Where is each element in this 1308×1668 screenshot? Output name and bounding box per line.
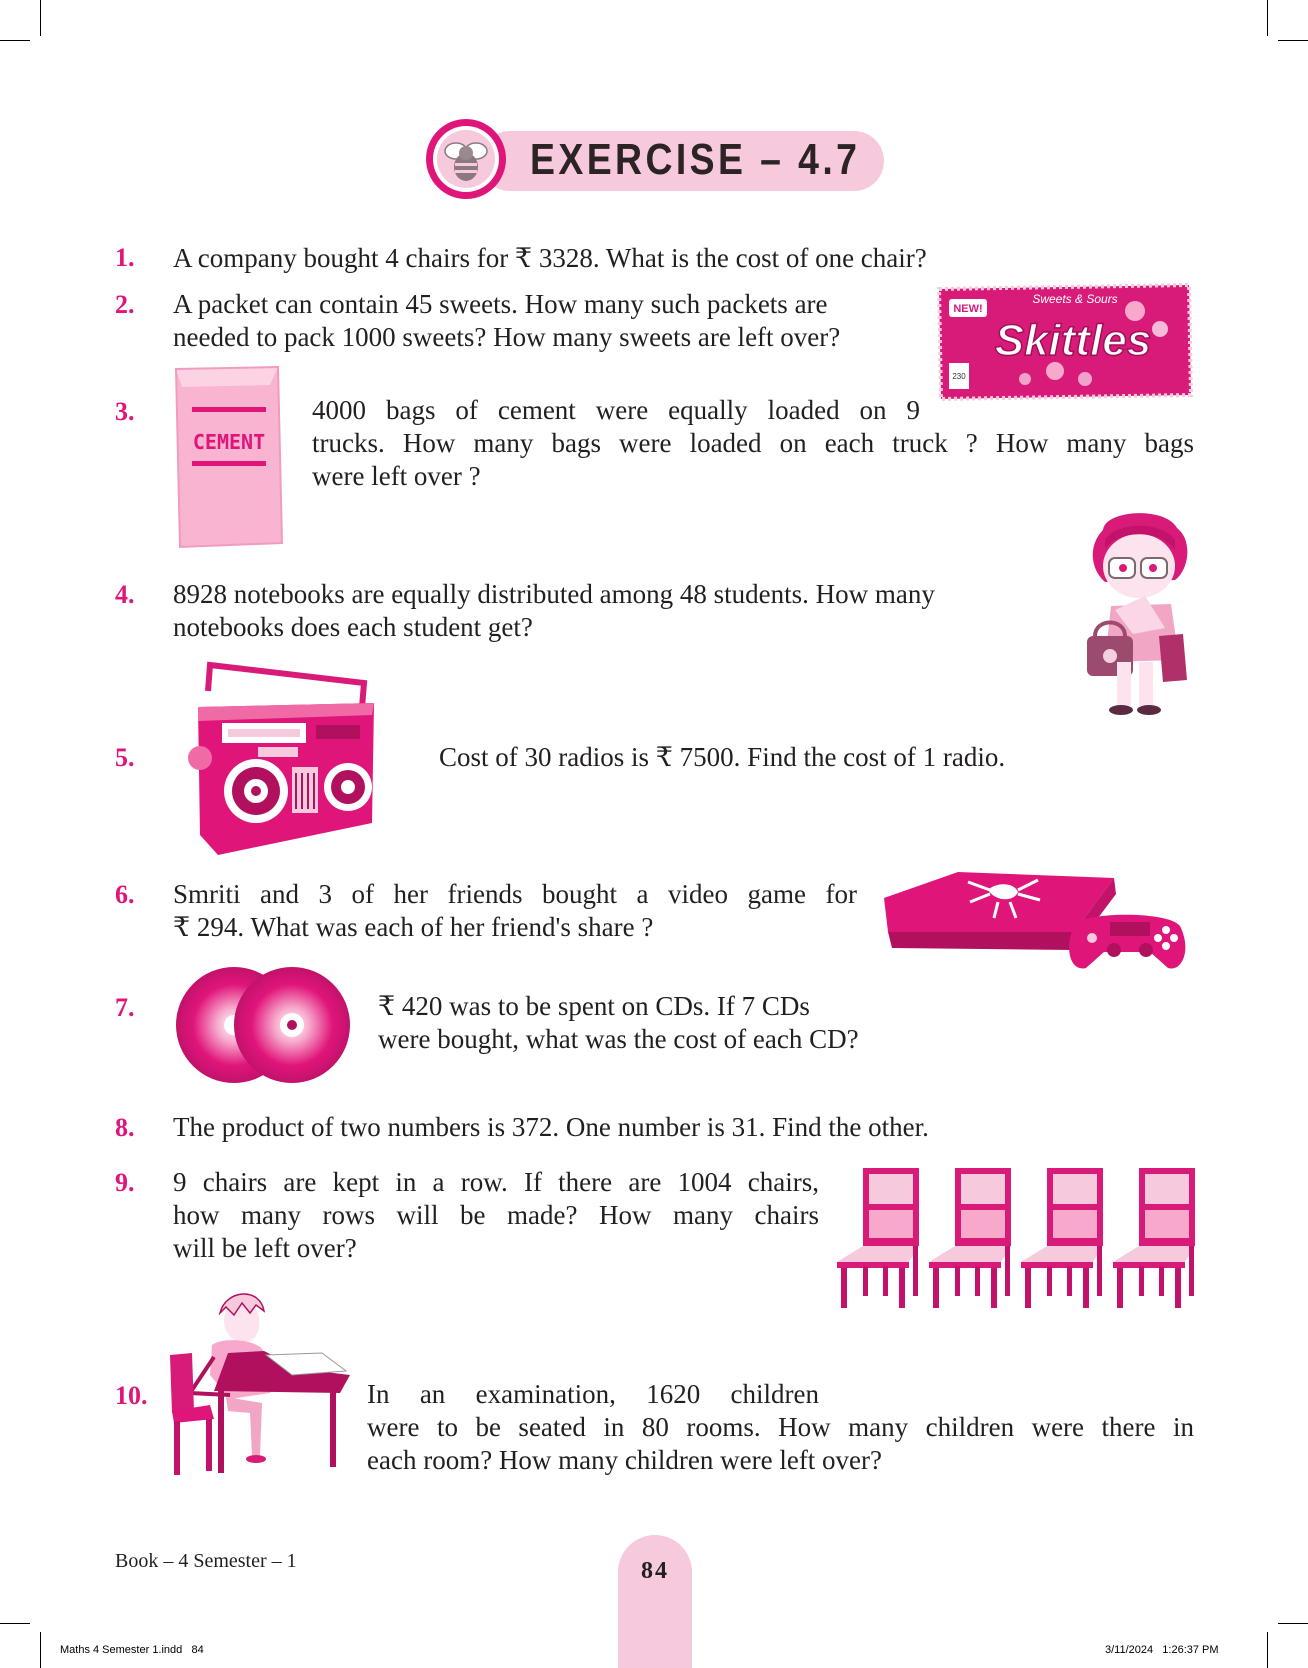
- question-line: were to be seated in 80 rooms. How many children were there in: [367, 1412, 1194, 1442]
- crop-mark: [0, 1623, 30, 1624]
- question-line: needed to pack 1000 sweets? How many sweets are left over?: [173, 322, 841, 352]
- question-line: A packet can contain 45 sweets. How many such packets are: [173, 289, 828, 319]
- question-text: [173, 1166, 819, 1265]
- crop-mark: [1278, 40, 1308, 41]
- question-text: A company bought 4 chairs for ₹ 3328. What is the cost of one chair?: [173, 243, 927, 273]
- question-text: [173, 878, 857, 944]
- question-line: will be left over?: [173, 1233, 357, 1263]
- cement-label: CEMENT: [192, 430, 266, 454]
- question-line: notebooks does each student get?: [173, 612, 533, 642]
- question-number: 4.: [115, 580, 135, 609]
- question-number: 10.: [115, 1381, 148, 1410]
- question-line: ₹ 294. What was each of her friend's share ?: [173, 912, 654, 942]
- crop-mark: [1267, 0, 1268, 36]
- exercise-title: EXERCISE – 4.7: [530, 135, 861, 184]
- skittles-calories: 230: [952, 372, 966, 381]
- question-number: 7.: [115, 993, 135, 1022]
- skittles-new-tag: NEW!: [953, 303, 983, 315]
- video-game-console-image: [878, 868, 1190, 972]
- crop-mark: [1267, 1632, 1268, 1668]
- student-exam-image: [170, 1283, 356, 1479]
- question-number: 3.: [115, 397, 135, 426]
- cds-image: [172, 963, 354, 1087]
- crop-mark: [40, 0, 41, 36]
- chairs-row-image: [833, 1166, 1193, 1310]
- question-text: [378, 990, 1018, 1056]
- question-text: [173, 578, 1073, 644]
- skittles-packet-image: [935, 283, 1193, 401]
- question-text: [312, 394, 1194, 493]
- question-number: 2.: [115, 290, 135, 319]
- question-line: 8928 notebooks are equally distributed among 48 students. How many: [173, 579, 935, 609]
- question-text: [367, 1378, 1194, 1477]
- question-line: 4000 bags of cement were equally loaded on 9: [312, 395, 920, 425]
- question-line: trucks. How many bags were loaded on each truck ? How many bags: [312, 428, 1194, 458]
- question-number: 9.: [115, 1168, 135, 1197]
- question-text: [173, 288, 921, 354]
- cement-bag-image: [170, 365, 286, 549]
- question-text: Cost of 30 radios is ₹ 7500. Find the cost of 1 radio.: [439, 742, 1006, 772]
- question-line: 9 chairs are kept in a row. If there are 1004 chairs,: [173, 1167, 819, 1197]
- book-semester-label: Book – 4 Semester – 1: [115, 1550, 297, 1572]
- question-line: ₹ 420 was to be spent on CDs. If 7 CDs: [378, 991, 810, 1021]
- question-number: 5.: [115, 743, 135, 772]
- question-text: The product of two numbers is 372. One number is 31. Find the other.: [173, 1112, 929, 1142]
- page-number-tab: [618, 1535, 692, 1668]
- skittles-brand: Skittles: [994, 316, 1152, 365]
- bee-mascot-icon: [424, 117, 508, 201]
- question-line: In an examination, 1620 children: [367, 1379, 819, 1409]
- question-number: 8.: [115, 1113, 135, 1142]
- girl-reading-image: [1075, 510, 1205, 730]
- crop-mark: [40, 1632, 41, 1668]
- page-number: 84: [641, 1558, 669, 1584]
- question-line: how many rows will be made? How many chairs: [173, 1200, 819, 1230]
- radio-boombox-image: [188, 663, 384, 857]
- question-number: 1.: [115, 243, 135, 272]
- crop-mark: [1278, 1623, 1308, 1624]
- crop-mark: [0, 40, 30, 41]
- question-line: were bought, what was the cost of each CD?: [378, 1024, 859, 1054]
- question-line: were left over ?: [312, 461, 481, 491]
- skittles-flavor: Sweets & Sours: [1032, 292, 1118, 306]
- question-line: each room? How many children were left over?: [367, 1445, 883, 1475]
- question-number: 6.: [115, 880, 135, 909]
- slug-timestamp: 3/11/2024 1:26:37 PM: [1105, 1644, 1219, 1656]
- slug-filename: Maths 4 Semester 1.indd 84: [60, 1644, 204, 1656]
- question-line: Smriti and 3 of her friends bought a video game for: [173, 879, 857, 909]
